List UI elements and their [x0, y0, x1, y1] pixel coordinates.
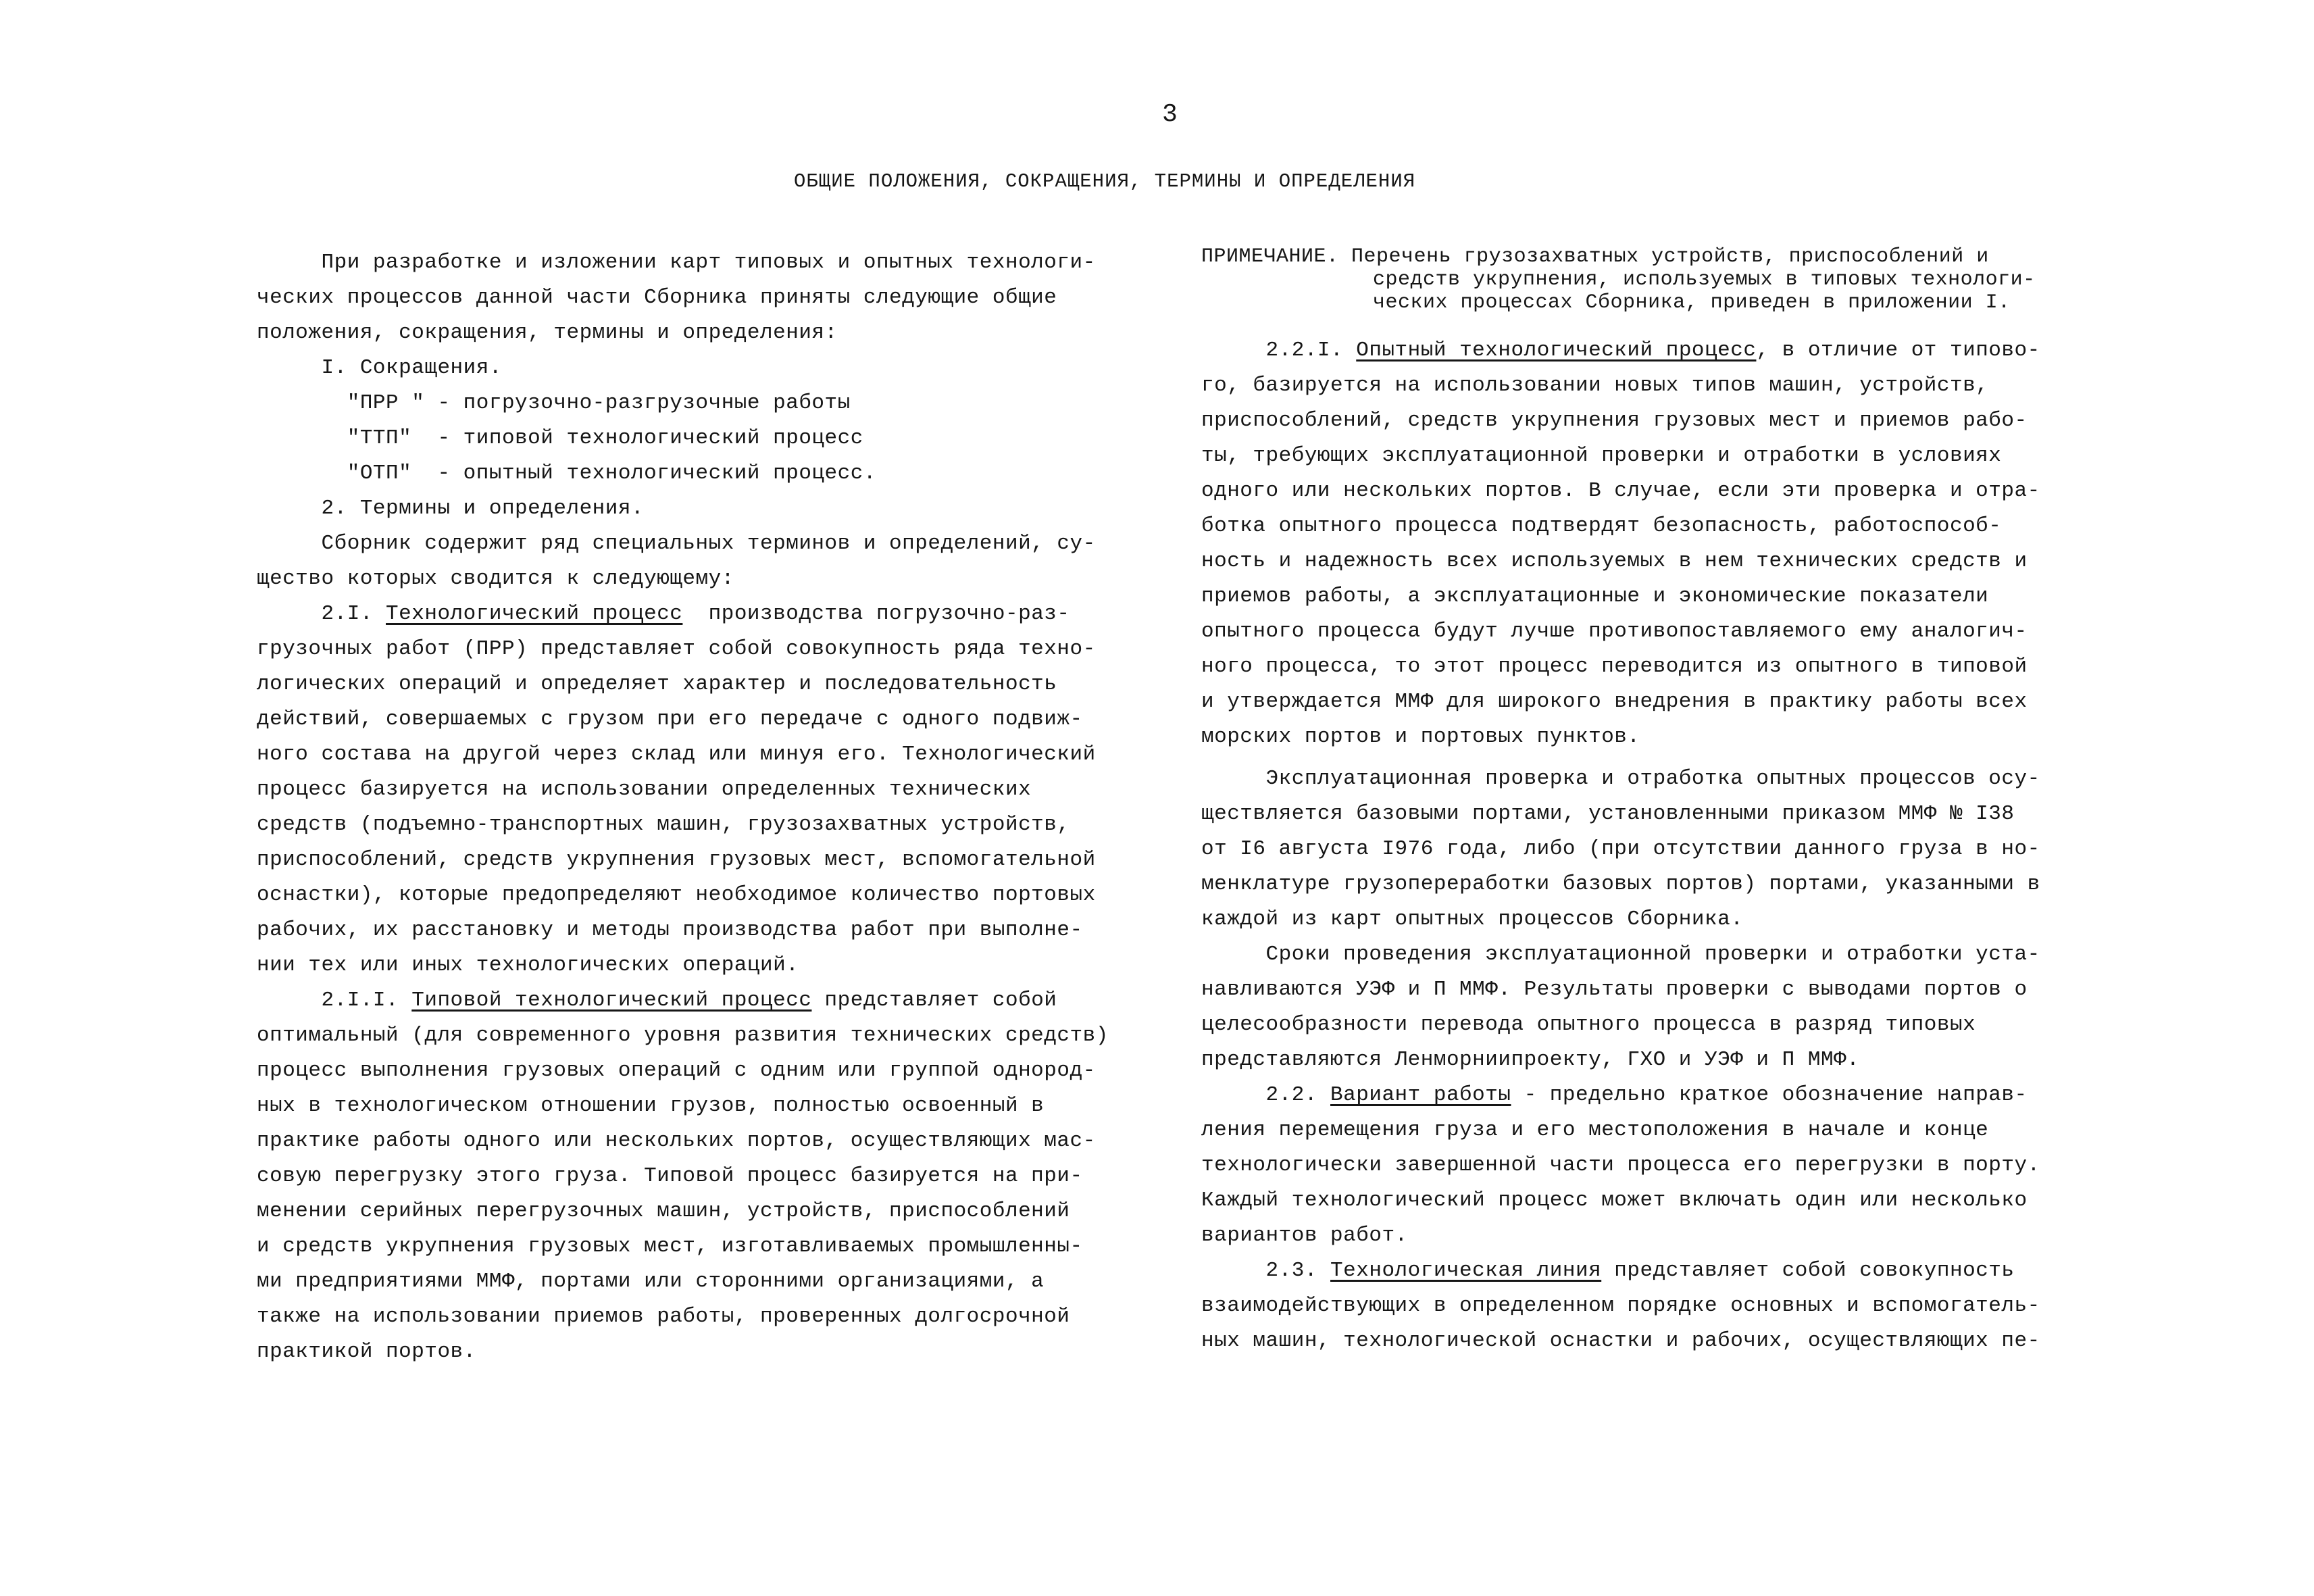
- text-line: одного или нескольких портов. В случае, если эти проверка и отра-: [1201, 479, 2040, 503]
- right-column: [1201, 245, 2120, 1359]
- text-line: технологически завершенной части процесса его перегрузки в порту.: [1201, 1153, 2040, 1177]
- text-line: от I6 августа I976 года, либо (при отсутствии данного груза в но-: [1201, 837, 2040, 861]
- section-2-2-1-paragraph: [1201, 333, 2120, 755]
- section-number: 2.2.: [1201, 1083, 1331, 1107]
- text-line: го, базируется на использовании новых типов машин, устройств,: [1201, 374, 1989, 397]
- term-technological-line: Технологическая линия: [1330, 1259, 1602, 1282]
- term-typical-process: Типовой технологический процесс: [411, 989, 812, 1012]
- text-line: [1201, 333, 2120, 368]
- text-line: [257, 597, 1115, 632]
- text-fragment: , в отличие от типово-: [1756, 339, 2040, 362]
- text-line: ления перемещения груза и его местоположения в начале и конце: [1201, 1118, 1989, 1142]
- text-line: Эксплуатационная проверка и отработка опытных процессов осу-: [1201, 767, 2040, 791]
- intro-paragraph: [257, 245, 1115, 351]
- text-line: ческих процессах Сборника, приведен в приложении I.: [1373, 291, 2011, 314]
- text-line: приспособлений, средств укрупнения грузовых мест, вспомогательной: [257, 848, 1096, 872]
- section-number: 2.2.I.: [1201, 339, 1357, 362]
- text-line: процесс выполнения грузовых операций с одним или группой однород-: [257, 1059, 1096, 1082]
- text-line: также на использовании приемов работы, проверенных долгосрочной: [257, 1305, 1070, 1328]
- text-fragment: - предельно краткое обозначение направ-: [1511, 1083, 2028, 1107]
- terms-heading: 2. Термины и определения.: [257, 497, 645, 520]
- text-line: ботка опытного процесса подтвердят безопасность, работоспособ-: [1201, 514, 2002, 538]
- operational-check-paragraph: [1201, 762, 2120, 937]
- text-line: действий, совершаемых с грузом при его передаче с одного подвиж-: [257, 707, 1083, 731]
- spacer: [1201, 755, 2120, 762]
- text-line: нии тех или иных технологических операций.: [257, 953, 799, 977]
- text-line: ного процесса, то этот процесс переводится из опытного в типовой: [1201, 655, 2028, 678]
- page-number: 3: [1162, 100, 1179, 129]
- term-work-variant: Вариант работы: [1330, 1083, 1511, 1107]
- text-line: вариантов работ.: [1201, 1224, 1408, 1247]
- text-line: грузочных работ (ПРР) представляет собой совокупность ряда техно-: [257, 637, 1096, 661]
- text-line: Сроки проведения эксплуатационной проверки и отработки уста-: [1201, 943, 2040, 966]
- text-line: морских портов и портовых пунктов.: [1201, 725, 1640, 749]
- text-line: При разработке и изложении карт типовых и опытных технологи-: [257, 251, 1096, 274]
- text-line: щество которых сводится к следующему:: [257, 567, 734, 591]
- terms-of-check-paragraph: [1201, 937, 2120, 1078]
- text-line: ческих процессов данной части Сборника приняты следующие общие: [257, 286, 1057, 309]
- text-fragment: Перечень грузозахватных устройств, приспособлений и: [1338, 245, 1989, 268]
- text-line: каждой из карт опытных процессов Сборника.: [1201, 907, 1744, 931]
- text-line: [1201, 1253, 2120, 1289]
- text-line: ных машин, технологической оснастки и рабочих, осуществляющих пе-: [1201, 1329, 2040, 1353]
- page-title: ОБЩИЕ ПОЛОЖЕНИЯ, СОКРАЩЕНИЯ, ТЕРМИНЫ И ОПРЕДЕЛЕНИЯ: [794, 170, 1416, 193]
- text-line: оснастки), которые предопределяют необходимое количество портовых: [257, 883, 1096, 907]
- text-line: средств укрупнения, используемых в типовых технологи-: [1373, 268, 2036, 291]
- text-line: [1201, 1078, 2120, 1113]
- text-line: рабочих, их расстановку и методы производства работ при выполне-: [257, 918, 1083, 942]
- text-line: менении серийных перегрузочных машин, устройств, приспособлений: [257, 1199, 1070, 1223]
- abbreviation-item: "ОТП" - опытный технологический процесс.: [257, 462, 876, 485]
- text-line: Сборник содержит ряд специальных терминов и определений, су-: [257, 532, 1096, 555]
- text-line: представляются Ленморниипроекту, ГХО и УЭФ и П ММФ.: [1201, 1048, 1860, 1072]
- term-technological-process: Технологический процесс: [386, 602, 683, 626]
- text-line: целесообразности перевода опытного процесса в разряд типовых: [1201, 1013, 1976, 1037]
- text-line: ты, требующих эксплуатационной проверки и отработки в условиях: [1201, 444, 2002, 468]
- text-line: опытного процесса будут лучше противопоставляемого ему аналогич-: [1201, 620, 2028, 643]
- section-number: 2.3.: [1201, 1259, 1331, 1282]
- text-line: навливаются УЭФ и П ММФ. Результаты проверки с выводами портов о: [1201, 978, 2028, 1001]
- text-line: средств (подъемно-транспортных машин, грузозахватных устройств,: [257, 813, 1070, 837]
- text-line: ных в технологическом отношении грузов, полностью освоенный в: [257, 1094, 1045, 1118]
- text-line: [1201, 245, 2120, 268]
- text-line: взаимодействующих в определенном порядке основных и вспомогатель-: [1201, 1294, 2040, 1318]
- text-fragment: представляет собой: [811, 989, 1057, 1012]
- text-line: оптимальный (для современного уровня развития технических средств): [257, 1024, 1109, 1047]
- text-line: положения, сокращения, термины и определения:: [257, 321, 838, 345]
- note-block: [1201, 245, 2120, 314]
- text-line: ность и надежность всех используемых в нем технических средств и: [1201, 549, 2028, 573]
- text-line: Каждый технологический процесс может включать один или несколько: [1201, 1189, 2028, 1212]
- text-line: процесс базируется на использовании определенных технических: [257, 778, 1032, 801]
- text-line: совую перегрузку этого груза. Типовой процесс базируется на при-: [257, 1164, 1083, 1188]
- text-line: менклатуре грузопереработки базовых портов) портами, указанными в: [1201, 872, 2040, 896]
- section-2-1-paragraph: [257, 597, 1115, 983]
- abbreviation-item: "ПРР " - погрузочно-разгрузочные работы: [257, 391, 851, 415]
- text-line: и средств укрупнения грузовых мест, изготавливаемых промышленны-: [257, 1235, 1083, 1258]
- text-line: практике работы одного или нескольких портов, осуществляющих мас-: [257, 1129, 1096, 1153]
- abbreviations-list: [257, 386, 1115, 491]
- left-column: [257, 245, 1115, 1370]
- text-line: ми предприятиями ММФ, портами или сторонними организациями, а: [257, 1270, 1045, 1293]
- section-number: 2.I.: [257, 602, 386, 626]
- text-line: ществляется базовыми портами, установленными приказом ММФ № I38: [1201, 802, 2015, 826]
- terms-intro-paragraph: [257, 526, 1115, 597]
- abbreviations-heading: I. Сокращения.: [257, 356, 502, 380]
- term-experimental-process: Опытный технологический процесс: [1356, 339, 1757, 362]
- text-line: логических операций и определяет характер и последовательность: [257, 672, 1057, 696]
- text-fragment: представляет собой совокупность: [1601, 1259, 2015, 1282]
- text-line: [257, 983, 1115, 1018]
- text-fragment: производства погрузочно-раз-: [682, 602, 1070, 626]
- section-2-1-1-paragraph: [257, 983, 1115, 1370]
- text-line: приспособлений, средств укрупнения грузовых мест и приемов рабо-: [1201, 409, 2028, 432]
- section-number: 2.I.I.: [257, 989, 412, 1012]
- spacer: [1201, 314, 2120, 333]
- note-label: ПРИМЕЧАНИЕ.: [1201, 245, 1339, 268]
- text-line: приемов работы, а эксплуатационные и экономические показатели: [1201, 584, 1989, 608]
- section-2-2-paragraph: [1201, 1078, 2120, 1253]
- text-line: практикой портов.: [257, 1340, 476, 1364]
- text-line: и утверждается ММФ для широкого внедрения в практику работы всех: [1201, 690, 2028, 714]
- abbreviation-item: "ТТП" - типовой технологический процесс: [257, 426, 863, 450]
- section-2-3-paragraph: [1201, 1253, 2120, 1359]
- text-line: ного состава на другой через склад или минуя его. Технологический: [257, 743, 1096, 766]
